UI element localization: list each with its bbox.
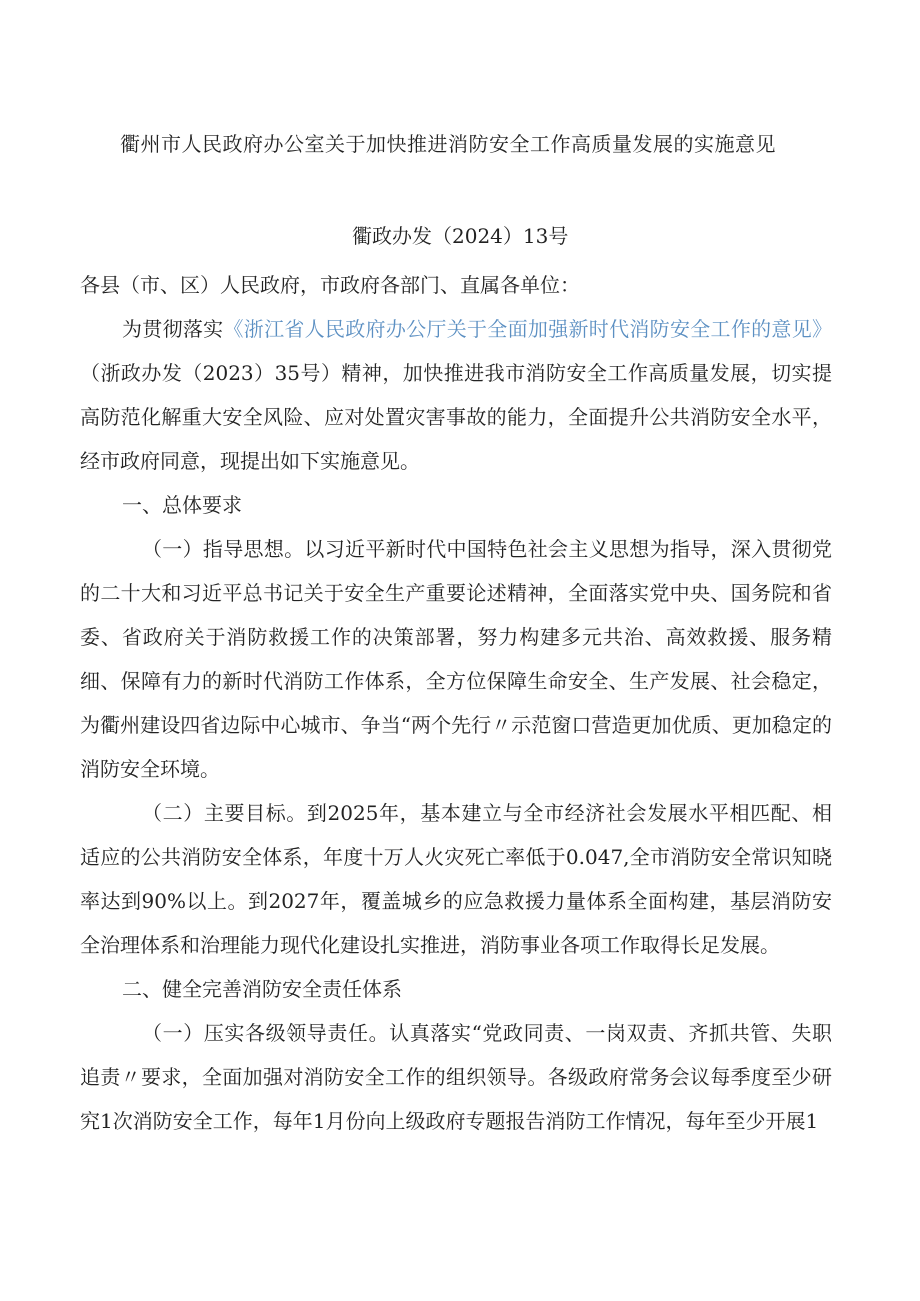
section1-paragraph-1: （一）指导思想。以习近平新时代中国特色社会主义思想为指导，深入贯彻党的二十大和习近平总书记关于安全生产重要论述精神，全面落实党中央、国务院和省委、省政府关于消防救援工作的决策部署，努力构建多元共治、高效救援、服务精细、保障有力的新时代消防工作体系，全方位保障生命安全、生产发展、社会稳定，为衢州建设四省边际中心城市、争当“两个先行〃示范窗口营造更加优质、更加稳定的消防安全环境。 bbox=[80, 537, 832, 781]
document-number: 衢政办发（2024）13号 bbox=[352, 224, 569, 248]
section2-heading: 二、健全完善消防安全责任体系 bbox=[122, 977, 402, 1001]
document-body bbox=[80, 263, 832, 1143]
intro-paragraph bbox=[80, 307, 832, 483]
document-title: 衢州市人民政府办公室关于加快推进消防安全工作高质量发展的实施意见 bbox=[120, 132, 776, 156]
section1-paragraph-2: （二）主要目标。到2025年，基本建立与全市经济社会发展水平相匹配、相适应的公共消防安全体系，年度十万人火灾死亡率低于0.047,全市消防安全常识知晓率达到90%以上。到2027年，覆盖城乡的应急救援力量体系全面构建，基层消防安全治理体系和治理能力现代化建设扎实推进，消防事业各项工作取得长足发展。 bbox=[80, 801, 832, 957]
referenced-document-link[interactable]: 《浙江省人民政府办公厅关于全面加强新时代消防安全工作的意见》 bbox=[223, 317, 833, 341]
intro-prefix: 为贯彻落实 bbox=[122, 317, 224, 341]
salutation: 各县（市、区）人民政府，市政府各部门、直属各单位： bbox=[80, 273, 580, 297]
intro-suffix: （浙政办发（2023）35号）精神，加快推进我市消防安全工作高质量发展，切实提高防范化解重大安全风险、应对处置灾害事故的能力，全面提升公共消防安全水平，经市政府同意，现提出如下实施意见。 bbox=[80, 361, 832, 473]
section2-paragraph-1: （一）压实各级领导责任。认真落实“党政同责、一岗双责、齐抓共管、失职追责〃要求，全面加强对消防安全工作的组织领导。各级政府常务会议每季度至少研究1次消防安全工作，每年1月份向上级政府专题报告消防工作情况，每年至少开展1 bbox=[80, 1021, 832, 1133]
section1-heading: 一、总体要求 bbox=[122, 493, 242, 517]
